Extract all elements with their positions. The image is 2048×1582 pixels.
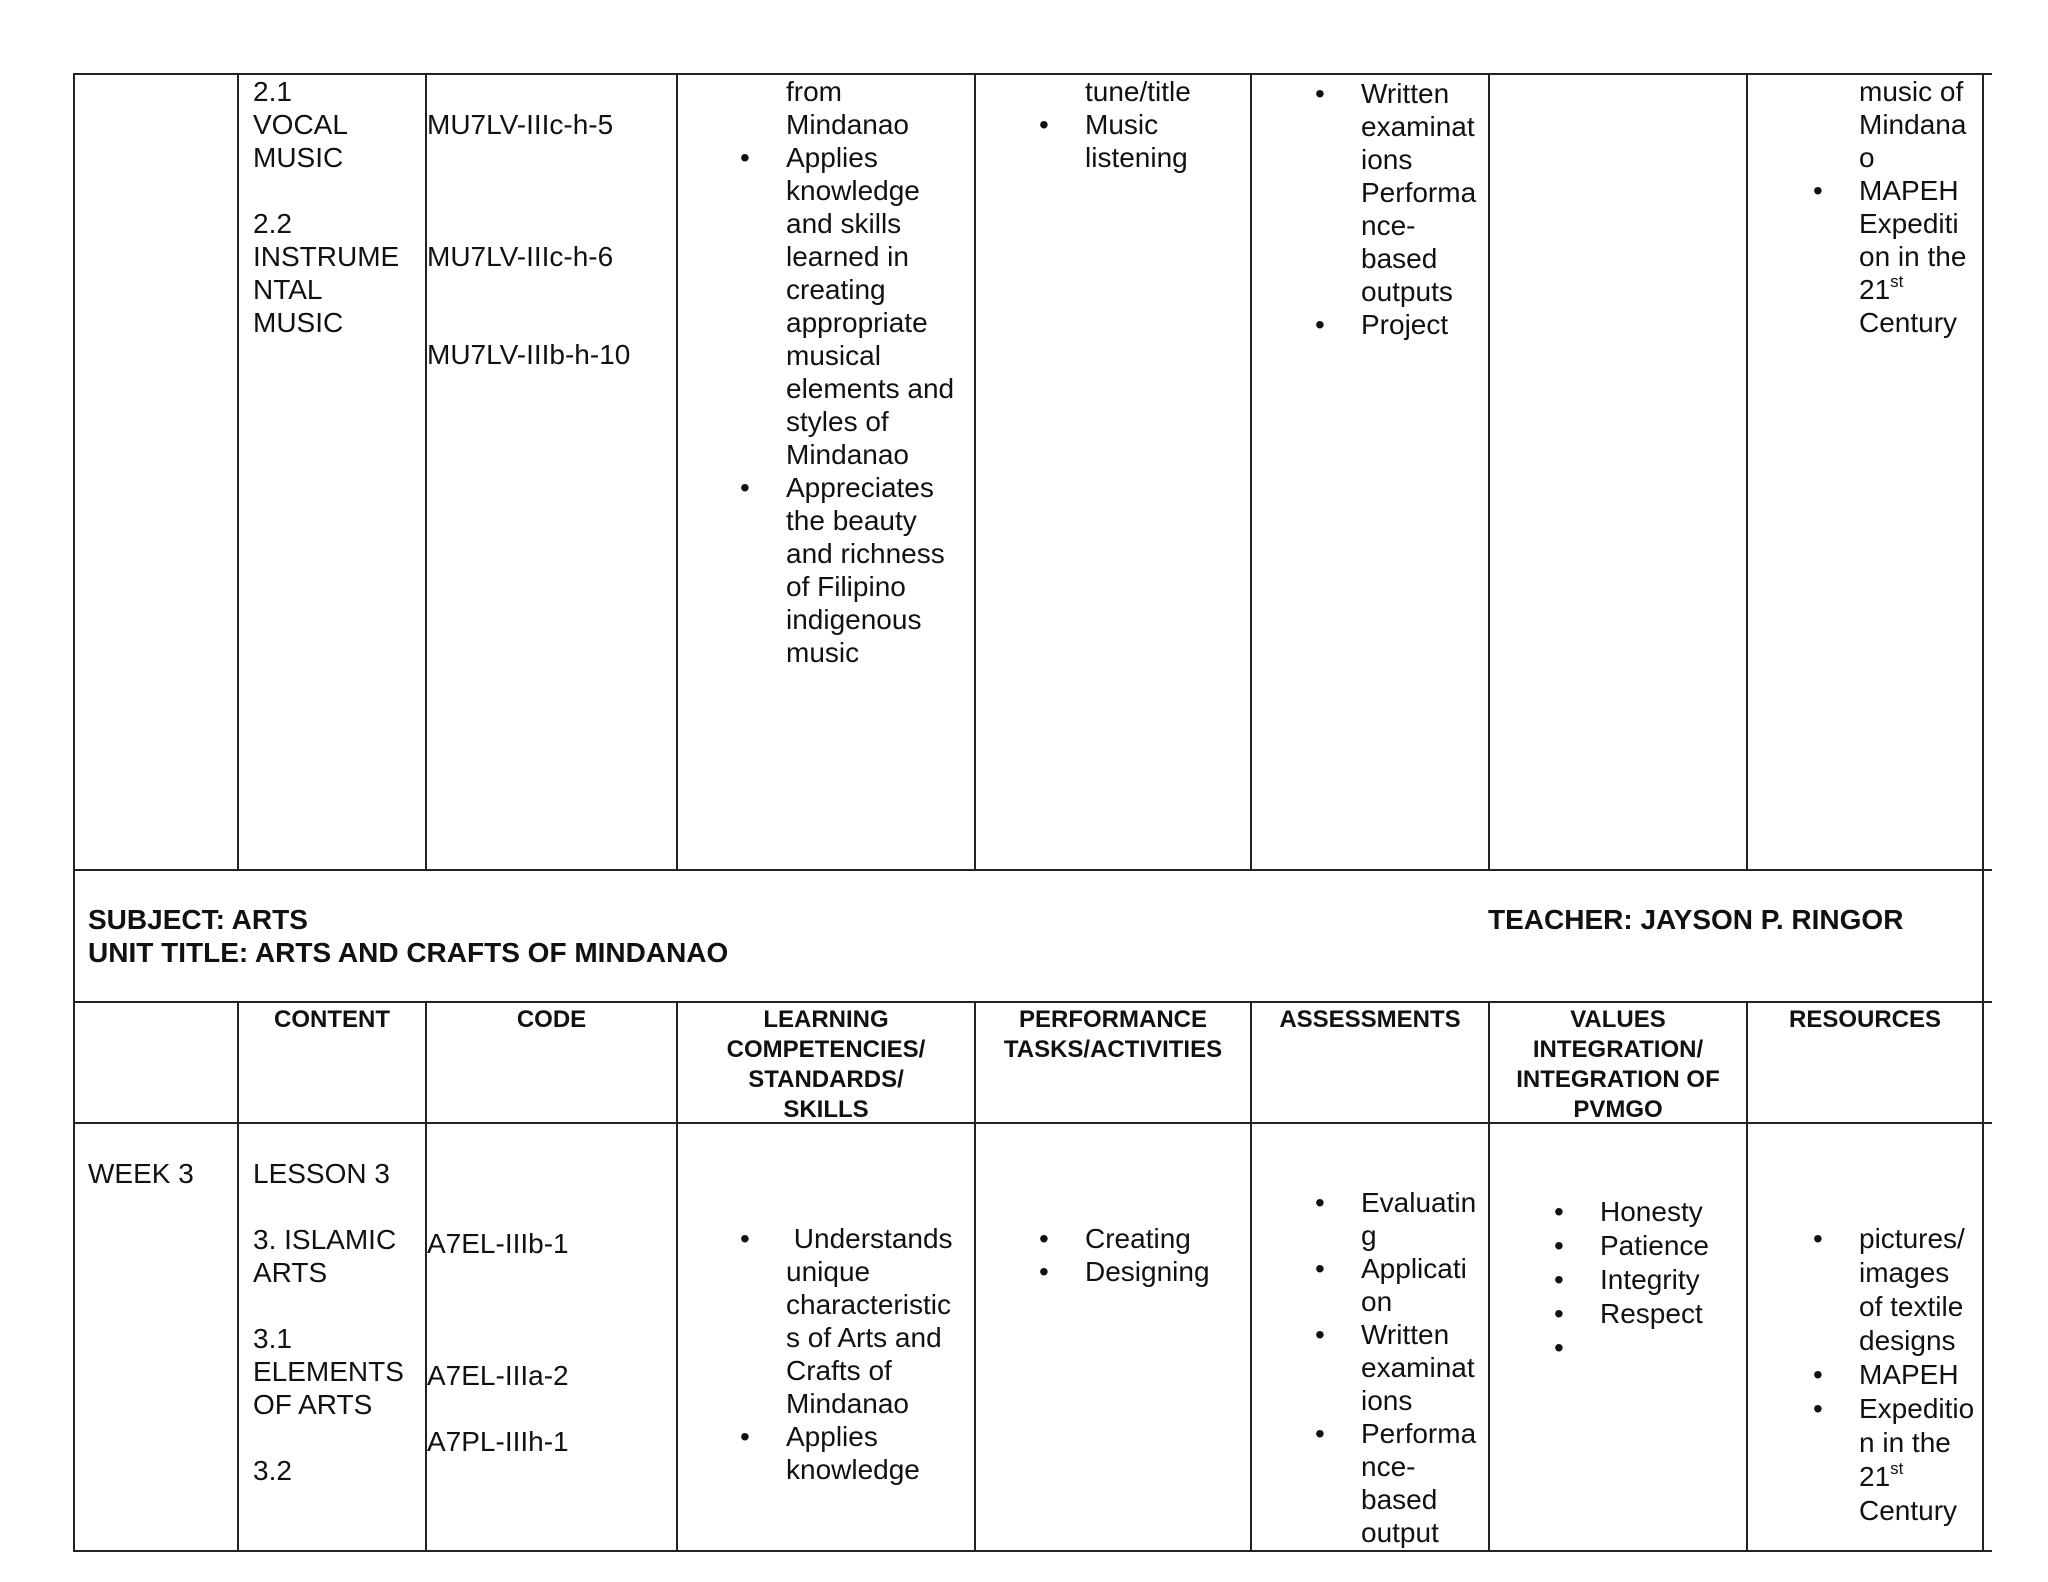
header-values: VALUES INTEGRATION/ INTEGRATION OF PVMGO <box>1516 1006 1720 1123</box>
column-divider <box>425 73 427 870</box>
bottom-code-1: A7EL-IIIb-1 <box>427 1228 569 1259</box>
resource-line: music of <box>1859 76 1964 107</box>
assessment-list <box>1361 1186 1476 1549</box>
bottom-tasks-cell <box>1085 1222 1210 1288</box>
content-line: 3.2 <box>253 1455 292 1486</box>
bottom-assessments-cell <box>1361 1186 1476 1549</box>
value-item: • Integrity <box>1600 1263 1709 1297</box>
content-line: NTAL <box>253 274 323 305</box>
resource-item: • pictures/ images of textile designs <box>1859 1222 1974 1358</box>
content-line <box>253 174 399 207</box>
table-border-bottom <box>73 1550 1992 1552</box>
resource-line: o <box>1859 142 1875 173</box>
column-divider <box>1488 73 1490 870</box>
header-code: CODE <box>516 1006 587 1033</box>
content-line: 3.1 <box>253 1323 292 1354</box>
competency-list <box>786 1222 953 1486</box>
bottom-resources-cell <box>1859 1222 1974 1528</box>
header-tasks: PERFORMANCE TASKS/ACTIVITIES <box>1003 1006 1223 1063</box>
content-line: OF ARTS <box>253 1389 373 1420</box>
column-divider <box>237 1001 239 1551</box>
assessment-item: • Written examinat ions <box>1361 1318 1476 1417</box>
task-item: • Designing <box>1085 1255 1210 1288</box>
bottom-code-3: A7PL-IIIh-1 <box>427 1426 569 1457</box>
task-item: • Music listening <box>1085 108 1191 174</box>
value-item <box>1600 1331 1709 1365</box>
resource-list <box>1859 1222 1974 1528</box>
competency-line: Mindanao <box>786 109 909 140</box>
assessment-item: • Project <box>1361 308 1476 341</box>
content-line: ELEMENTS <box>253 1356 404 1387</box>
competency-item: • Applies knowledge <box>786 1420 953 1486</box>
value-item: • Respect <box>1600 1297 1709 1331</box>
top-code-1: MU7LV-IIIc-h-5 <box>427 109 614 140</box>
assessment-item: • Written examinat ions Performa nce- based outputs <box>1361 77 1476 308</box>
week-label: WEEK 3 <box>88 1158 194 1189</box>
column-divider <box>237 73 239 870</box>
row-divider <box>73 869 1992 871</box>
table-border-left <box>73 73 75 1552</box>
column-divider <box>1250 73 1252 870</box>
task-list <box>1085 1222 1210 1288</box>
header-competencies: LEARNING COMPETENCIES/ STANDARDS/ SKILLS <box>726 1006 926 1123</box>
header-resources: RESOURCES <box>1788 1006 1942 1033</box>
assessment-item: • Performa nce- based output <box>1361 1417 1476 1549</box>
resource-item: • MAPEH Expediti on in the 21st Century <box>1859 174 1966 339</box>
header-content: CONTENT <box>274 1006 390 1033</box>
competency-list <box>786 141 954 669</box>
content-line: ARTS <box>253 1257 328 1288</box>
top-assessments-cell <box>1361 77 1476 341</box>
top-competencies-cell <box>786 75 954 669</box>
value-item: • Patience <box>1600 1229 1709 1263</box>
bottom-code-2: A7EL-IIIa-2 <box>427 1360 569 1391</box>
assessment-item: • Applicati on <box>1361 1252 1476 1318</box>
bottom-values-cell <box>1600 1195 1709 1365</box>
content-line: MUSIC <box>253 307 344 338</box>
header-assessments: ASSESSMENTS <box>1279 1006 1461 1033</box>
top-resources-cell <box>1859 75 1966 339</box>
content-line: LESSON 3 <box>253 1158 390 1189</box>
task-item: • Creating <box>1085 1222 1210 1255</box>
value-item: • Honesty <box>1600 1195 1709 1229</box>
content-line: VOCAL <box>253 109 348 140</box>
column-divider <box>1746 1001 1748 1551</box>
content-line: 2.1 <box>253 76 292 107</box>
competency-item: • Understands unique characteristic s of Arts and Crafts of Mindanao <box>786 1222 953 1420</box>
resource-item: • Expeditio n in the 21st Century <box>1859 1392 1974 1528</box>
table-border-right <box>1982 73 1984 1552</box>
column-divider <box>974 73 976 870</box>
resource-line: Mindana <box>1859 109 1967 140</box>
task-line: tune/title <box>1085 76 1191 107</box>
content-line: 3. ISLAMIC <box>253 1224 397 1255</box>
column-divider <box>1746 73 1748 870</box>
unit-title-label: UNIT TITLE: ARTS AND CRAFTS OF MINDANAO <box>88 937 729 968</box>
competency-line: from <box>786 76 842 107</box>
resource-list <box>1859 174 1966 339</box>
assessment-item: • Evaluatin g <box>1361 1186 1476 1252</box>
top-tasks-cell <box>1085 75 1191 174</box>
column-divider <box>1250 1001 1252 1551</box>
competency-item: • Applies knowledge and skills learned in creating appropriate musical elements and styles of Mindanao <box>786 141 954 471</box>
bottom-content-cell <box>253 1157 404 1487</box>
content-line: 2.2 <box>253 208 292 239</box>
column-divider <box>676 73 678 870</box>
top-code-2: MU7LV-IIIc-h-6 <box>427 241 614 272</box>
teacher-label: TEACHER: JAYSON P. RINGOR <box>1488 904 1904 935</box>
values-list <box>1600 1195 1709 1365</box>
bottom-competencies-cell <box>786 1222 953 1486</box>
column-divider <box>425 1001 427 1551</box>
resource-item: • MAPEH <box>1859 1358 1974 1392</box>
top-content-cell <box>253 75 399 339</box>
task-list <box>1085 108 1191 174</box>
content-line: MUSIC <box>253 142 344 173</box>
subject-label: SUBJECT: ARTS <box>88 904 308 935</box>
competency-item: • Appreciates the beauty and richness of Filipino indigenous music <box>786 471 954 669</box>
assessment-list <box>1361 77 1476 341</box>
column-divider <box>974 1001 976 1551</box>
top-code-3: MU7LV-IIIb-h-10 <box>427 339 631 370</box>
row-divider <box>73 1001 1992 1003</box>
content-line: INSTRUME <box>253 241 400 272</box>
